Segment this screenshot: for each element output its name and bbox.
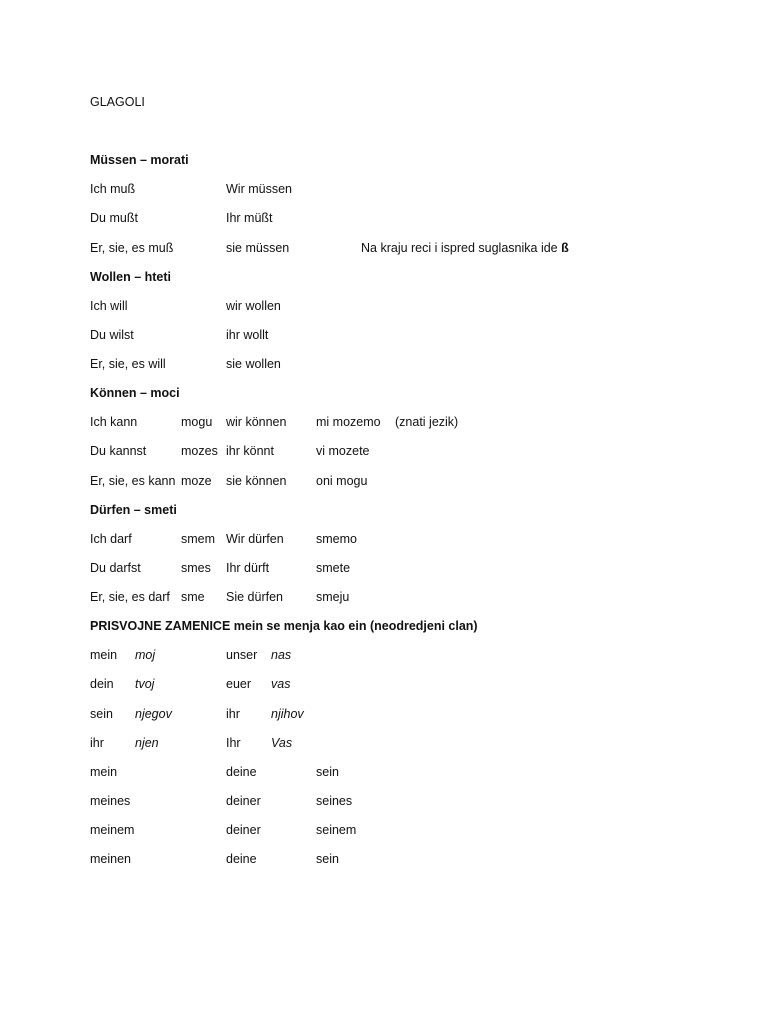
pronoun: ihr bbox=[226, 707, 240, 721]
declension-form: seines bbox=[316, 794, 353, 808]
pronoun: unser bbox=[226, 648, 258, 662]
singular-form: Er, sie, es will bbox=[90, 357, 166, 371]
pronoun-translation: Vas bbox=[271, 736, 293, 750]
plural-translation: smeju bbox=[316, 590, 350, 604]
plural-form: Wir müssen bbox=[226, 182, 292, 196]
singular-form: Ich muß bbox=[90, 182, 136, 196]
declension-form: deiner bbox=[226, 823, 261, 837]
pronoun: dein bbox=[90, 677, 114, 691]
eszett-note-text: Na kraju reci i ispred suglasnika ide bbox=[361, 241, 562, 255]
plural-form: Wir dürfen bbox=[226, 532, 284, 546]
declension-form: sein bbox=[316, 765, 339, 779]
singular-form: Er, sie, es muß bbox=[90, 241, 174, 255]
pronoun-translation: moj bbox=[135, 648, 156, 662]
singular-form: Du wilst bbox=[90, 328, 134, 342]
singular-translation: moze bbox=[181, 474, 212, 488]
singular-form: Ich will bbox=[90, 299, 128, 313]
singular-translation: mozes bbox=[181, 444, 218, 458]
plural-translation: smemo bbox=[316, 532, 357, 546]
singular-form: Du kannst bbox=[90, 444, 147, 458]
pronoun: sein bbox=[90, 707, 113, 721]
verb-heading-duerfen: Dürfen – smeti bbox=[90, 503, 177, 517]
singular-translation: sme bbox=[181, 590, 205, 604]
pronoun-translation: tvoj bbox=[135, 677, 155, 691]
singular-form: Du mußt bbox=[90, 211, 138, 225]
declension-form: mein bbox=[90, 765, 118, 779]
verb-heading-muessen: Müssen – morati bbox=[90, 153, 189, 167]
pronoun-translation: njihov bbox=[271, 707, 304, 721]
pronoun-translation: nas bbox=[271, 648, 292, 662]
plural-form: ihr könnt bbox=[226, 444, 274, 458]
declension-form: seinem bbox=[316, 823, 357, 837]
singular-translation: smem bbox=[181, 532, 216, 546]
plural-form: wir wollen bbox=[226, 299, 281, 313]
plural-form: Ihr dürft bbox=[226, 561, 270, 575]
pronoun: ihr bbox=[90, 736, 104, 750]
declension-form: meinen bbox=[90, 852, 131, 866]
plural-translation: mi mozemo bbox=[316, 415, 381, 429]
pronoun: mein bbox=[90, 648, 118, 662]
eszett-symbol: ß bbox=[561, 241, 569, 255]
plural-form: sie wollen bbox=[226, 357, 281, 371]
plural-translation: smete bbox=[316, 561, 351, 575]
singular-form: Er, sie, es kann bbox=[90, 474, 176, 488]
verb-heading-wollen: Wollen – hteti bbox=[90, 270, 172, 284]
plural-form: Ihr müßt bbox=[226, 211, 273, 225]
pronoun: euer bbox=[226, 677, 252, 691]
singular-translation: mogu bbox=[181, 415, 213, 429]
singular-translation: smes bbox=[181, 561, 211, 575]
singular-form: Er, sie, es darf bbox=[90, 590, 170, 604]
singular-form: Du darfst bbox=[90, 561, 141, 575]
plural-form: ihr wollt bbox=[226, 328, 269, 342]
plural-form: sie müssen bbox=[226, 241, 290, 255]
plural-translation: oni mogu bbox=[316, 474, 368, 488]
declension-form: deiner bbox=[226, 794, 261, 808]
plural-translation: vi mozete bbox=[316, 444, 370, 458]
plural-form: wir können bbox=[226, 415, 287, 429]
singular-form: Ich darf bbox=[90, 532, 132, 546]
pronouns-heading: PRISVOJNE ZAMENICE mein se menja kao ein (neodredjeni clan) bbox=[90, 619, 478, 633]
declension-form: deine bbox=[226, 765, 257, 779]
declension-form: sein bbox=[316, 852, 339, 866]
plural-form: Sie dürfen bbox=[226, 590, 283, 604]
declension-form: meines bbox=[90, 794, 131, 808]
verb-heading-koennen: Können – moci bbox=[90, 386, 180, 400]
eszett-note bbox=[361, 242, 569, 255]
declension-form: meinem bbox=[90, 823, 135, 837]
singular-form: Ich kann bbox=[90, 415, 138, 429]
pronoun-translation: vas bbox=[271, 677, 291, 691]
plural-form: sie können bbox=[226, 474, 287, 488]
declension-form: deine bbox=[226, 852, 257, 866]
pronoun: Ihr bbox=[226, 736, 241, 750]
document-title: GLAGOLI bbox=[90, 95, 145, 109]
pronoun-translation: njegov bbox=[135, 707, 172, 721]
pronoun-translation: njen bbox=[135, 736, 159, 750]
usage-note: (znati jezik) bbox=[395, 415, 459, 429]
